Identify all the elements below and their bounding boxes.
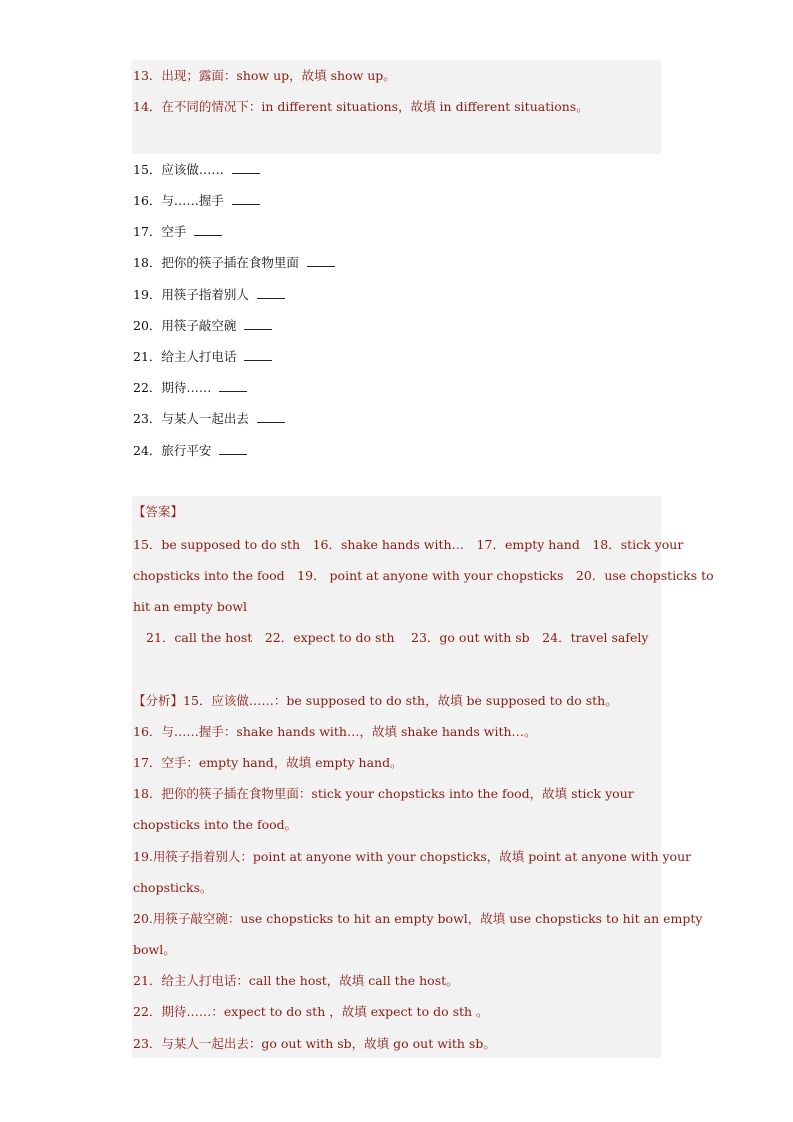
analysis-line-14: 14．在不同的情况下：in different situations，故填 in different situations。	[133, 99, 589, 114]
analysis-line-8: 20.用筷子敲空碗：use chopsticks to hit an empty bowl，故填 use chopsticks to hit an empty	[133, 911, 703, 926]
analysis-line-2: 16．与……握手：shake hands with…，故填 shake hands with…。	[133, 724, 537, 739]
question-16: 16．与……握手	[133, 193, 260, 209]
analysis-line-11: 22．期待……：expect to do sth ，故填 expect to do sth 。	[133, 1004, 489, 1019]
question-20: 20．用筷子敲空碗	[133, 318, 272, 334]
question-23: 23．与某人一起出去	[133, 411, 285, 427]
answer-line-1: 15．be supposed to do sth 16．shake hands with… 17．empty hand 18．stick your	[133, 537, 684, 552]
answer-blank[interactable]	[257, 412, 285, 423]
question-19: 19．用筷子指着别人	[133, 287, 285, 303]
answer-blank[interactable]	[194, 225, 222, 236]
question-24: 24．旅行平安	[133, 443, 247, 459]
analysis-line-13: 13．出现；露面：show up，故填 show up。	[133, 68, 396, 83]
answer-blank[interactable]	[244, 319, 272, 330]
question-21: 21．给主人打电话	[133, 349, 272, 365]
answer-line-4: 21．call the host 22．expect to do sth 23．go out with sb 24．travel safely	[146, 630, 649, 645]
analysis-line-10: 21．给主人打电话：call the host，故填 call the host。	[133, 973, 459, 988]
question-17: 17．空手	[133, 224, 222, 240]
analysis-line-12: 23．与某人一起出去：go out with sb，故填 go out with sb。	[133, 1036, 496, 1051]
answer-line-3: hit an empty bowl	[133, 599, 248, 614]
answer-heading: 【答案】	[133, 504, 184, 519]
answer-blank[interactable]	[232, 194, 260, 205]
analysis-line-1: 【分析】15．应该做……：be supposed to do sth，故填 be supposed to do sth。	[133, 693, 618, 708]
analysis-line-4: 18．把你的筷子插在食物里面：stick your chopsticks into the food，故填 stick your	[133, 786, 634, 801]
question-22: 22．期待……	[133, 380, 247, 396]
answer-blank[interactable]	[219, 381, 247, 392]
analysis-line-7: chopsticks。	[133, 880, 213, 895]
answer-blank[interactable]	[232, 163, 260, 174]
analysis-line-6: 19.用筷子指着别人：point at anyone with your chopsticks，故填 point at anyone with your	[133, 849, 692, 864]
analysis-line-3: 17．空手：empty hand，故填 empty hand。	[133, 755, 403, 770]
analysis-line-9: bowl。	[133, 942, 176, 957]
answer-line-2: chopsticks into the food 19． point at anyone with your chopsticks 20．use chopsticks to	[133, 568, 714, 583]
answer-blank[interactable]	[307, 256, 335, 267]
answer-blank[interactable]	[219, 444, 247, 455]
answer-blank[interactable]	[257, 288, 285, 299]
question-18: 18．把你的筷子插在食物里面	[133, 255, 335, 271]
analysis-line-5: chopsticks into the food。	[133, 817, 298, 832]
question-15: 15．应该做……	[133, 162, 260, 178]
answer-blank[interactable]	[244, 350, 272, 361]
